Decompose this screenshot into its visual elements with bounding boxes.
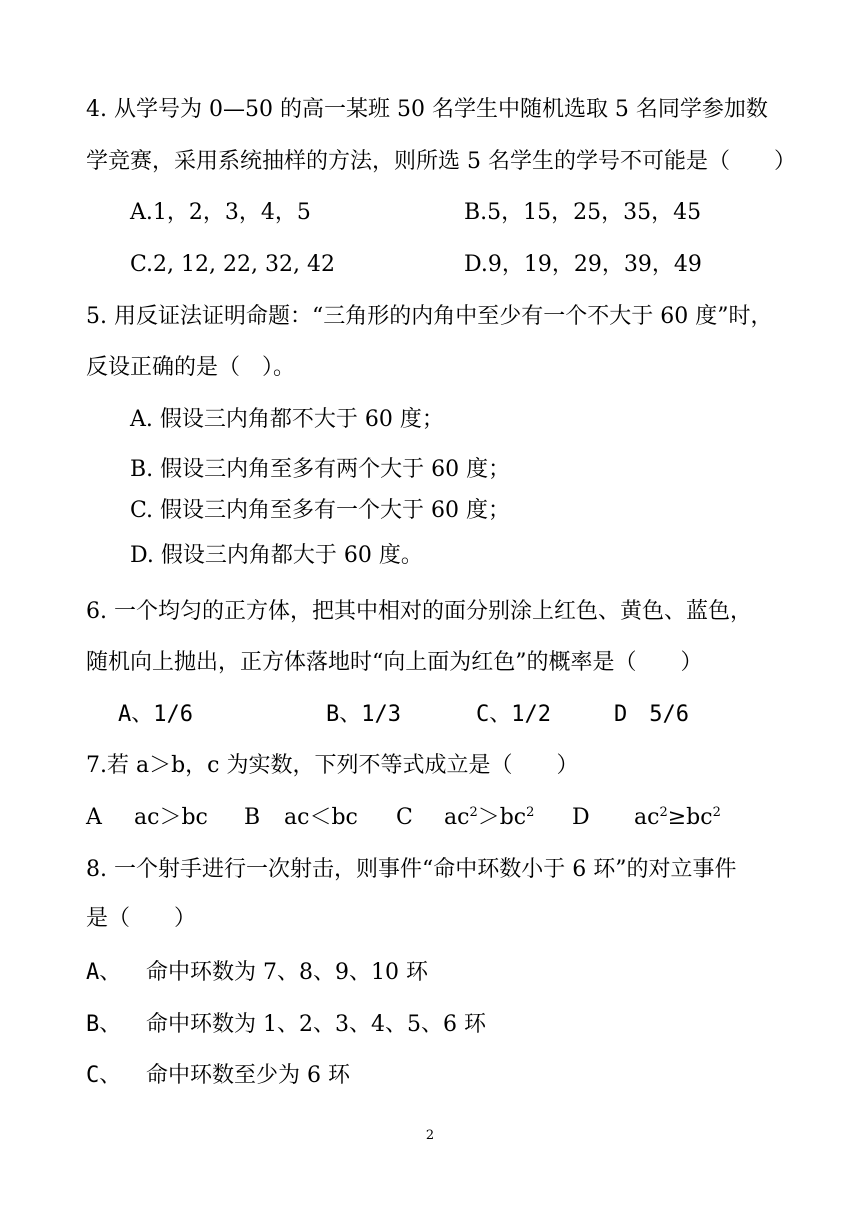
q7-c-mid: ＞bc	[477, 805, 527, 830]
q4-option-b: B.5，15，25，35，45	[464, 200, 702, 225]
q7-option-a-text: ac＞bc	[134, 805, 208, 830]
q6-stem-line1: 6. 一个均匀的正方体，把其中相对的面分别涂上红色、黄色、蓝色，	[86, 599, 752, 624]
q8-stem-line2: 是（ ）	[86, 906, 197, 931]
q7-option-c-letter: C	[396, 805, 413, 830]
q6-option-c: C、1/2	[476, 702, 551, 727]
q7-c-sup2: 2	[526, 805, 535, 820]
q4-option-c: C.2, 12, 22, 32, 42	[130, 252, 335, 277]
q4-option-d: D.9，19，29，39，49	[464, 252, 702, 277]
q8-option-a-text: 命中环数为 7、8、9、10 环	[146, 960, 428, 985]
q7-c-pre: ac	[444, 805, 470, 830]
q7-option-a-letter: A	[86, 805, 102, 830]
q7-option-d-letter: D	[572, 805, 590, 830]
q7-option-d-text	[634, 803, 721, 833]
q7-d-sup1: 2	[659, 805, 668, 820]
q5-option-c: C. 假设三内角至多有一个大于 60 度；	[130, 498, 511, 523]
q7-option-b-text: ac＜bc	[284, 805, 358, 830]
q4-stem-line2: 学竞赛，采用系统抽样的方法，则所选 5 名学生的学号不可能是（ ）	[86, 149, 796, 174]
q5-option-a: A. 假设三内角都不大于 60 度；	[130, 407, 444, 432]
q4-option-a: A.1，2，3，4，5	[130, 200, 311, 225]
q7-c-sup1: 2	[469, 805, 478, 820]
q7-option-b-letter: B	[244, 805, 261, 830]
q8-option-b-label: B、	[86, 1012, 122, 1037]
q6-stem-line2: 随机向上抛出，正方体落地时“向上面为红色”的概率是（ ）	[86, 650, 703, 675]
q8-option-b-text: 命中环数为 1、2、3、4、5、6 环	[146, 1012, 486, 1037]
q7-d-sup2: 2	[712, 805, 721, 820]
q4-stem-line1: 4. 从学号为 0—50 的高一某班 50 名学生中随机选取 5 名同学参加数	[86, 97, 768, 122]
q5-option-b: B. 假设三内角至多有两个大于 60 度；	[130, 457, 511, 482]
q8-option-c-label: C、	[86, 1063, 122, 1088]
q7-option-c-text	[444, 803, 534, 833]
q7-d-pre: ac	[634, 805, 660, 830]
q7-d-mid: ≥bc	[667, 805, 713, 830]
q8-stem-line1: 8. 一个射手进行一次射击，则事件“命中环数小于 6 环”的对立事件	[86, 857, 737, 882]
q5-option-d: D. 假设三内角都大于 60 度。	[130, 543, 423, 568]
q6-option-a: A、1/6	[118, 702, 193, 727]
q8-option-a-label: A、	[86, 960, 122, 985]
q7-stem: 7.若 a＞b，c 为实数，下列不等式成立是（ ）	[86, 753, 579, 778]
page-number: 2	[425, 1128, 435, 1143]
q5-stem-line2: 反设正确的是（ ）。	[86, 355, 296, 380]
q8-option-c-text: 命中环数至少为 6 环	[146, 1063, 350, 1088]
q6-option-b: B、1/3	[326, 702, 401, 727]
q6-option-d: D 5/6	[614, 702, 689, 727]
q5-stem-line1: 5. 用反证法证明命题：“三角形的内角中至少有一个不大于 60 度”时，	[86, 304, 773, 329]
